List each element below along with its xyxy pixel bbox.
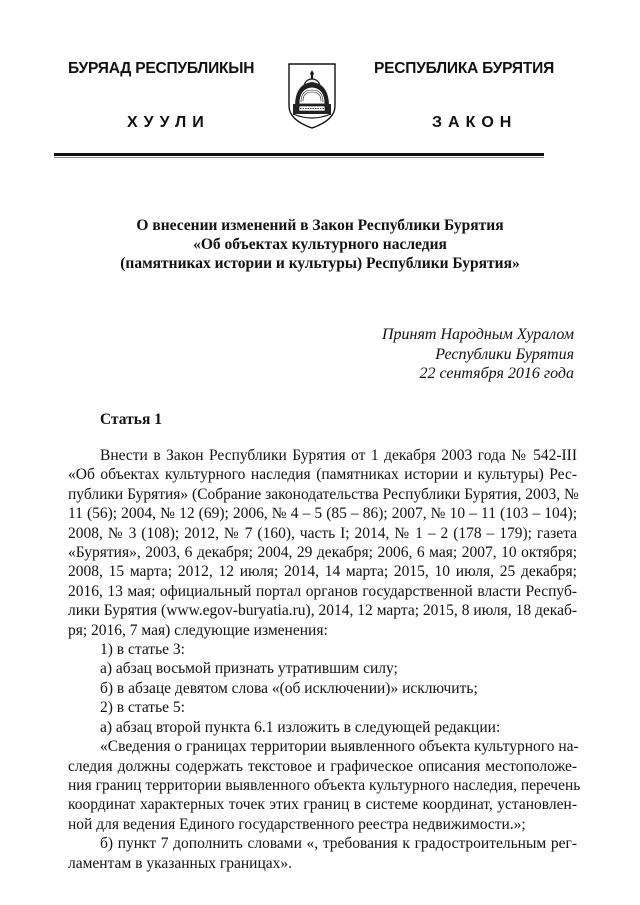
quoted-line: ной для ведения Единого государственного реестра недвижимости.»; bbox=[68, 815, 526, 833]
law-title-line: «Об объектах культурного наследия bbox=[193, 236, 447, 253]
body-line: Внести в Закон Республики Бурятия от 1 декабря 2003 года № 542-III bbox=[100, 447, 577, 464]
law-title-line: (памятниках истории и культуры) Республики Бурятия» bbox=[120, 255, 520, 272]
adoption-date: 22 сентября 2016 года bbox=[419, 365, 574, 382]
header-divider bbox=[54, 153, 544, 156]
quoted-line: «Сведения о границах территории выявленного объекта культурного на- bbox=[100, 738, 579, 756]
list-item: 1) в статье 3: bbox=[100, 641, 185, 659]
body-line: 11 (56); 2004, № 12 (69); 2006, № 4 – 5 (85 – 86); 2007, № 10 – 11 (103 – 104); bbox=[68, 505, 577, 523]
body-line: «Бурятия», 2003, 6 декабря; 2004, 29 декабря; 2006, 6 мая; 2007, 10 октября; bbox=[68, 544, 577, 562]
header-divider-thin bbox=[54, 157, 544, 158]
quoted-line: следия должны содержать текстовое и графическое описания местоположе- bbox=[68, 757, 577, 775]
body-line: 2008, № 3 (108); 2012, № 7 (160), часть I; 2014, № 1 – 2 (178 – 179); газета bbox=[68, 524, 577, 542]
adoption-line: Принят Народным Хуралом bbox=[381, 326, 574, 343]
list-item: а) абзац второй пункта 6.1 изложить в следующей редакции: bbox=[100, 718, 501, 736]
coat-of-arms-icon bbox=[287, 62, 337, 130]
quoted-line: координат характерных точек этих границ в системе координат, установлен- bbox=[68, 796, 577, 814]
body-line: «Об объектах культурного наследия (памятниках истории и культуры) Рес- bbox=[68, 466, 577, 484]
body-line: публики Бурятия» (Собрание законодательства Республики Бурятия, 2003, № bbox=[68, 485, 579, 503]
header-left-subtitle: ХУУЛИ bbox=[127, 114, 210, 131]
list-item: б) в абзаце девятом слова «(об исключении)» исключить; bbox=[100, 679, 478, 697]
body-line: лики Бурятия (www.egov-buryatia.ru), 2014, 12 марта; 2015, 8 июля, 18 декаб- bbox=[68, 602, 577, 620]
adoption-note bbox=[382, 325, 574, 384]
header-right-subtitle: ЗАКОН bbox=[432, 114, 518, 131]
law-title bbox=[60, 216, 580, 273]
list-item: б) пункт 7 дополнить словами «, требования к градостроительным рег- bbox=[100, 835, 577, 853]
body-line: 2008, 15 марта; 2012, 12 июля; 2014, 14 марта; 2015, 10 июля, 25 декабря; bbox=[68, 563, 577, 581]
article-heading: Статья 1 bbox=[100, 411, 162, 428]
body-line: ря; 2016, 7 мая) следующие изменения: bbox=[68, 621, 328, 639]
quoted-line: ния границ территории выявленного объекта культурного наследия, перечень bbox=[68, 776, 581, 794]
header-right-title: РЕСПУБЛИКА БУРЯТИЯ bbox=[374, 60, 555, 77]
list-item: а) абзац восьмой признать утратившим силу; bbox=[100, 660, 398, 678]
law-title-line: О внесении изменений в Закон Республики Бурятия bbox=[136, 217, 504, 234]
article-body bbox=[68, 446, 581, 873]
adoption-line: Республики Бурятия bbox=[435, 345, 574, 363]
body-line: 2016, 13 мая; официальный портал органов государственной власти Респуб- bbox=[68, 582, 577, 600]
header-left-title: БУРЯАД РЕСПУБЛИКЫН bbox=[68, 60, 255, 77]
list-item: ламентам в указанных границах». bbox=[68, 854, 293, 872]
list-item: 2) в статье 5: bbox=[100, 699, 185, 717]
